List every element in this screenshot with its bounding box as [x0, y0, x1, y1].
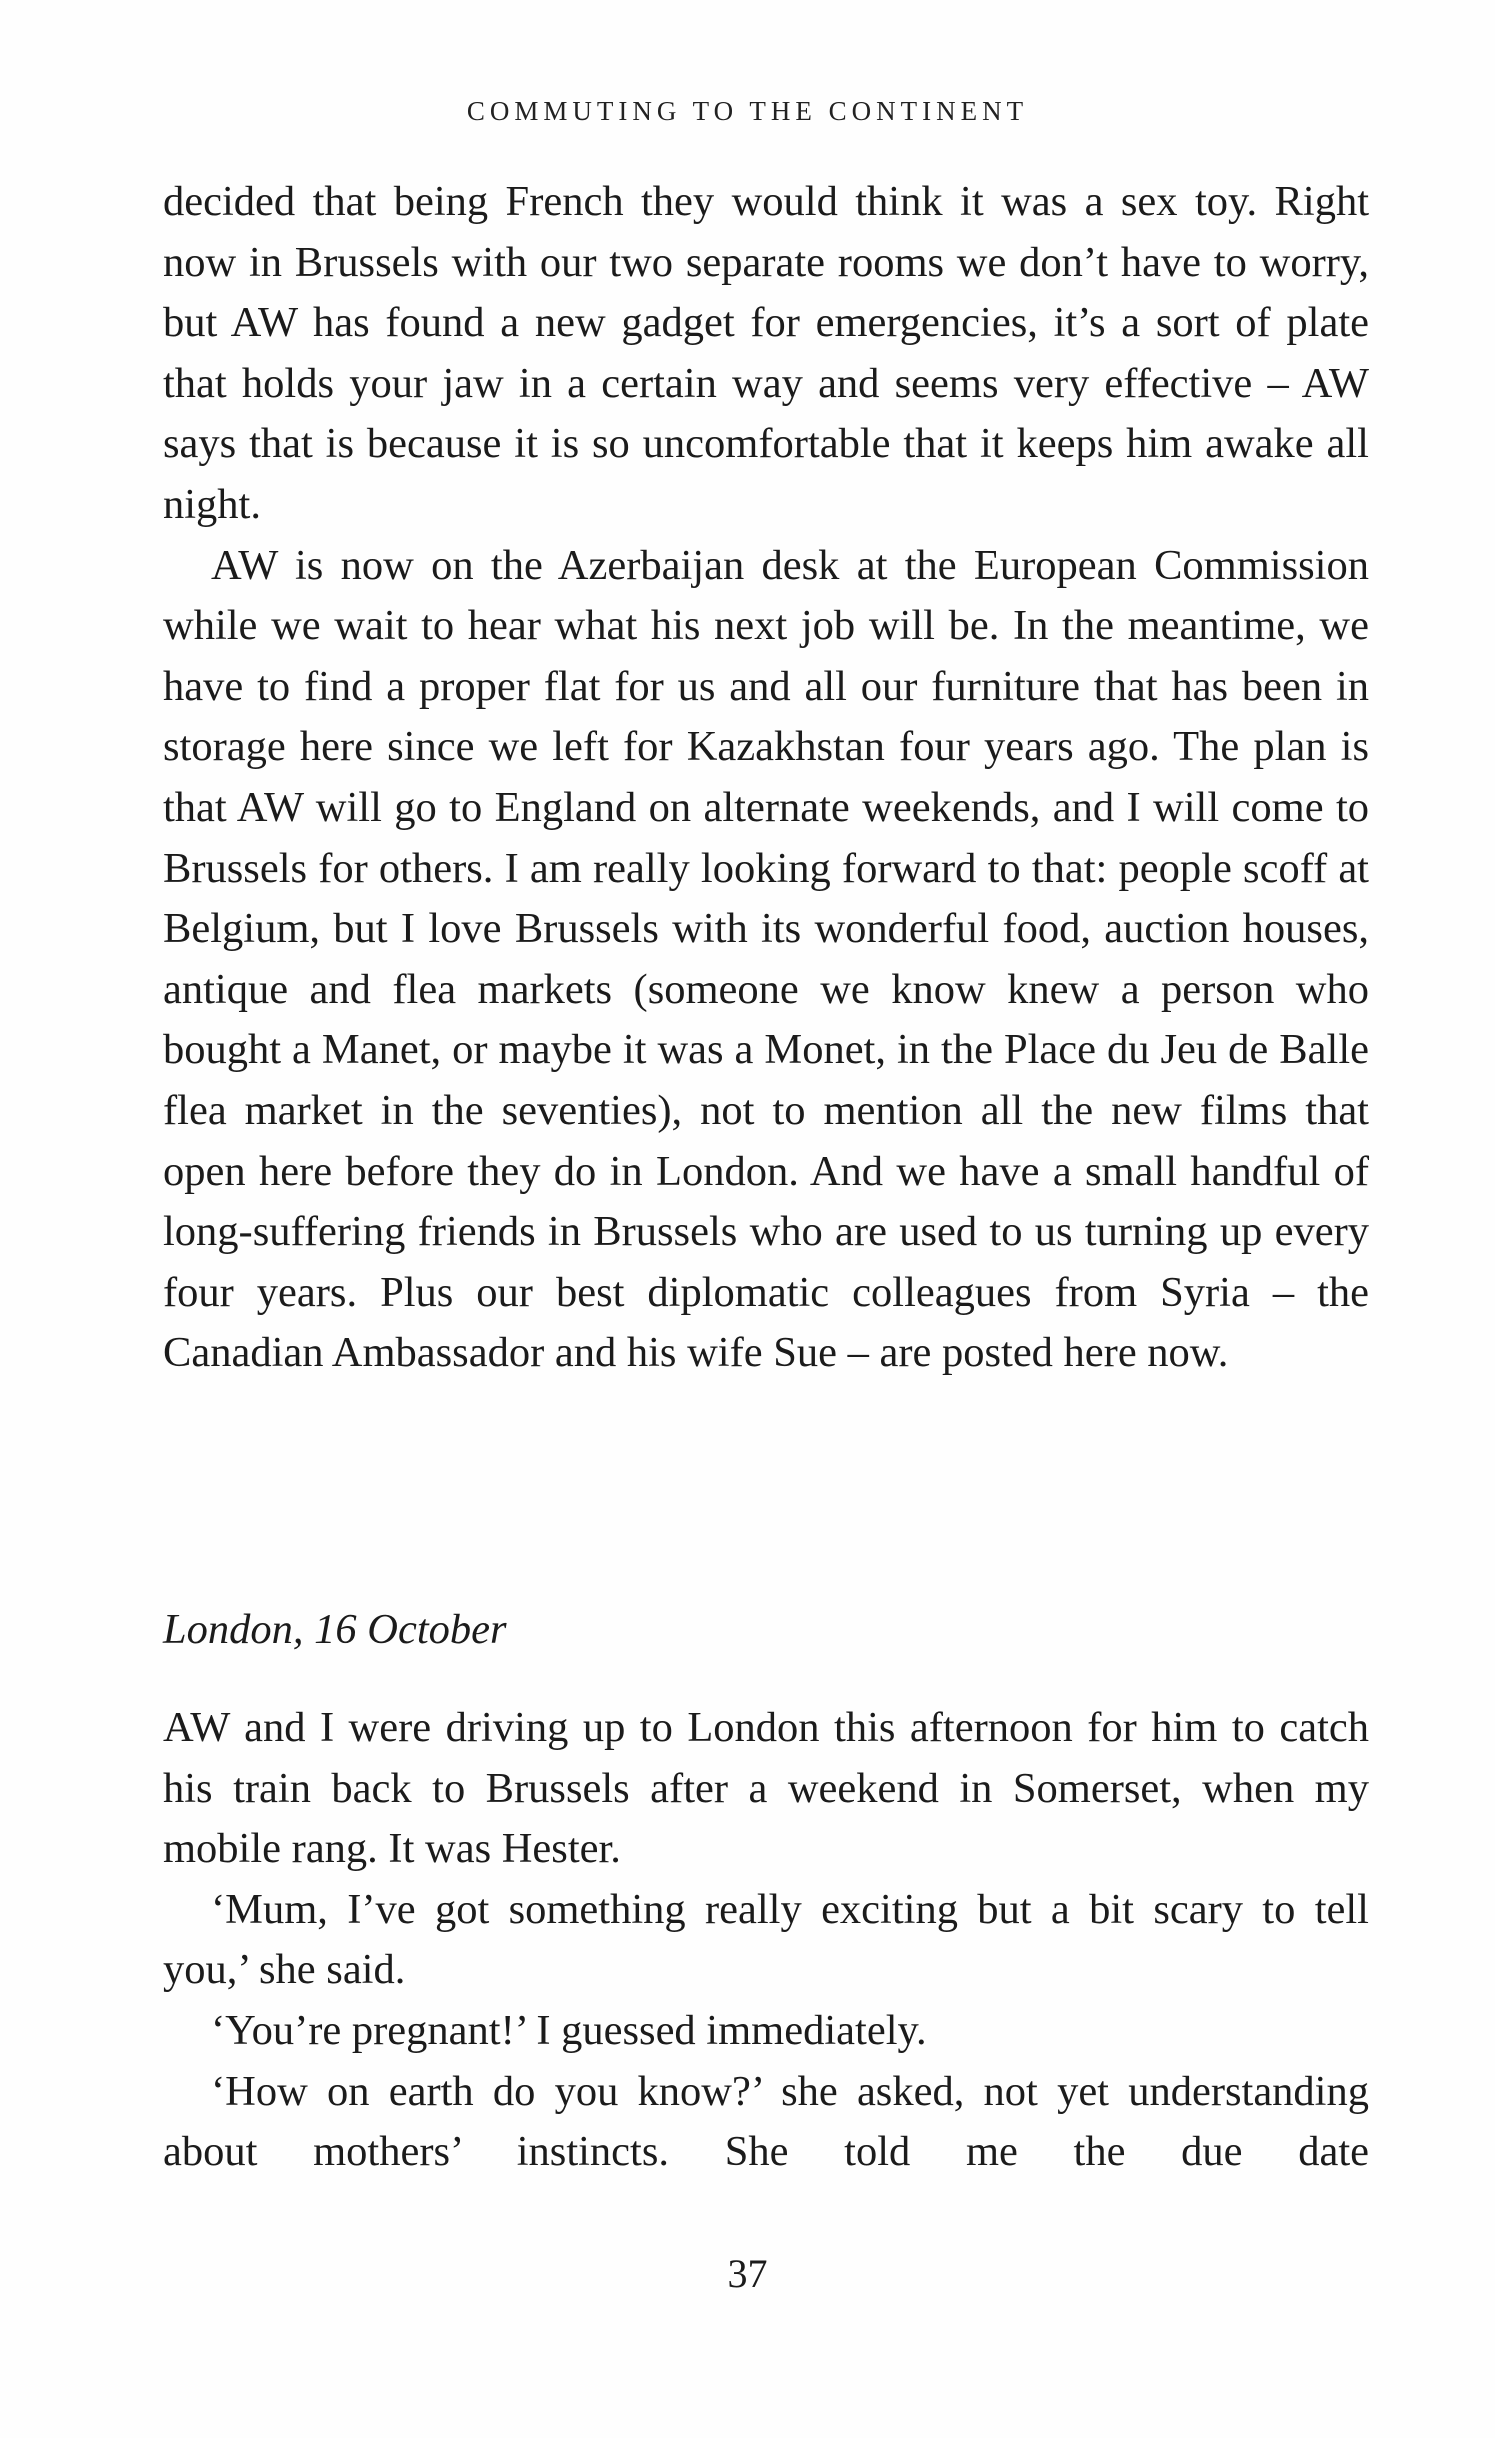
paragraph: decided that being French they would think it was a sex toy. Right now in Brussels with our two separate rooms we don’t have to worry, but AW has found a new gadget for emergencies, it’s a sort of plate that holds your jaw in a certain way and seems very effective – AW says that is because it is so uncomfortable that it keeps him awake all night. — [163, 178, 1369, 528]
paragraph: AW is now on the Azerbaijan desk at the European Commission while we wait to hear what his next job will be. In the meantime, we have to find a proper flat for us and all our furniture that has been in storage here since we left for Kazakhstan four years ago. The plan is that AW will go to England on alternate weekends, and I will come to Brussels for others. I am really looking forward to that: people scoff at Belgium, but I love Brussels with its wonderful food, auction houses, antique and flea markets (someone we know knew a person who bought a Manet, or maybe it was a Monet, in the Place du Jeu de Balle flea market in the seventies), not to mention all the new films that open here before they do in London. And we have a small handful of long-suffering friends in Brussels who are used to us turning up every four years. Plus our best diplomatic colleagues from Syria – the Canadian Ambassador and his wife Sue – are posted here now. — [163, 541, 1369, 1377]
section-2-body — [163, 1698, 1369, 2183]
paragraph: ‘You’re pregnant!’ I guessed immediately. — [211, 2006, 927, 2054]
running-head: COMMUTING TO THE CONTINENT — [466, 96, 1029, 126]
paragraph: AW and I were driving up to London this afternoon for him to catch his train back to Brussels after a weekend in Somerset, when my mobile rang. It was Hester. — [163, 1704, 1369, 1873]
dateline: London, 16 October — [163, 1606, 507, 1653]
paragraph: ‘Mum, I’ve got something really exciting but a bit scary to tell you,’ she said. — [163, 1885, 1369, 1994]
paragraph: ‘How on earth do you know?’ she asked, not yet understanding about mothers’ instincts. She told me the due date — [163, 2067, 1369, 2176]
page-number: 37 — [727, 2251, 768, 2296]
section-1-body — [163, 172, 1369, 1384]
